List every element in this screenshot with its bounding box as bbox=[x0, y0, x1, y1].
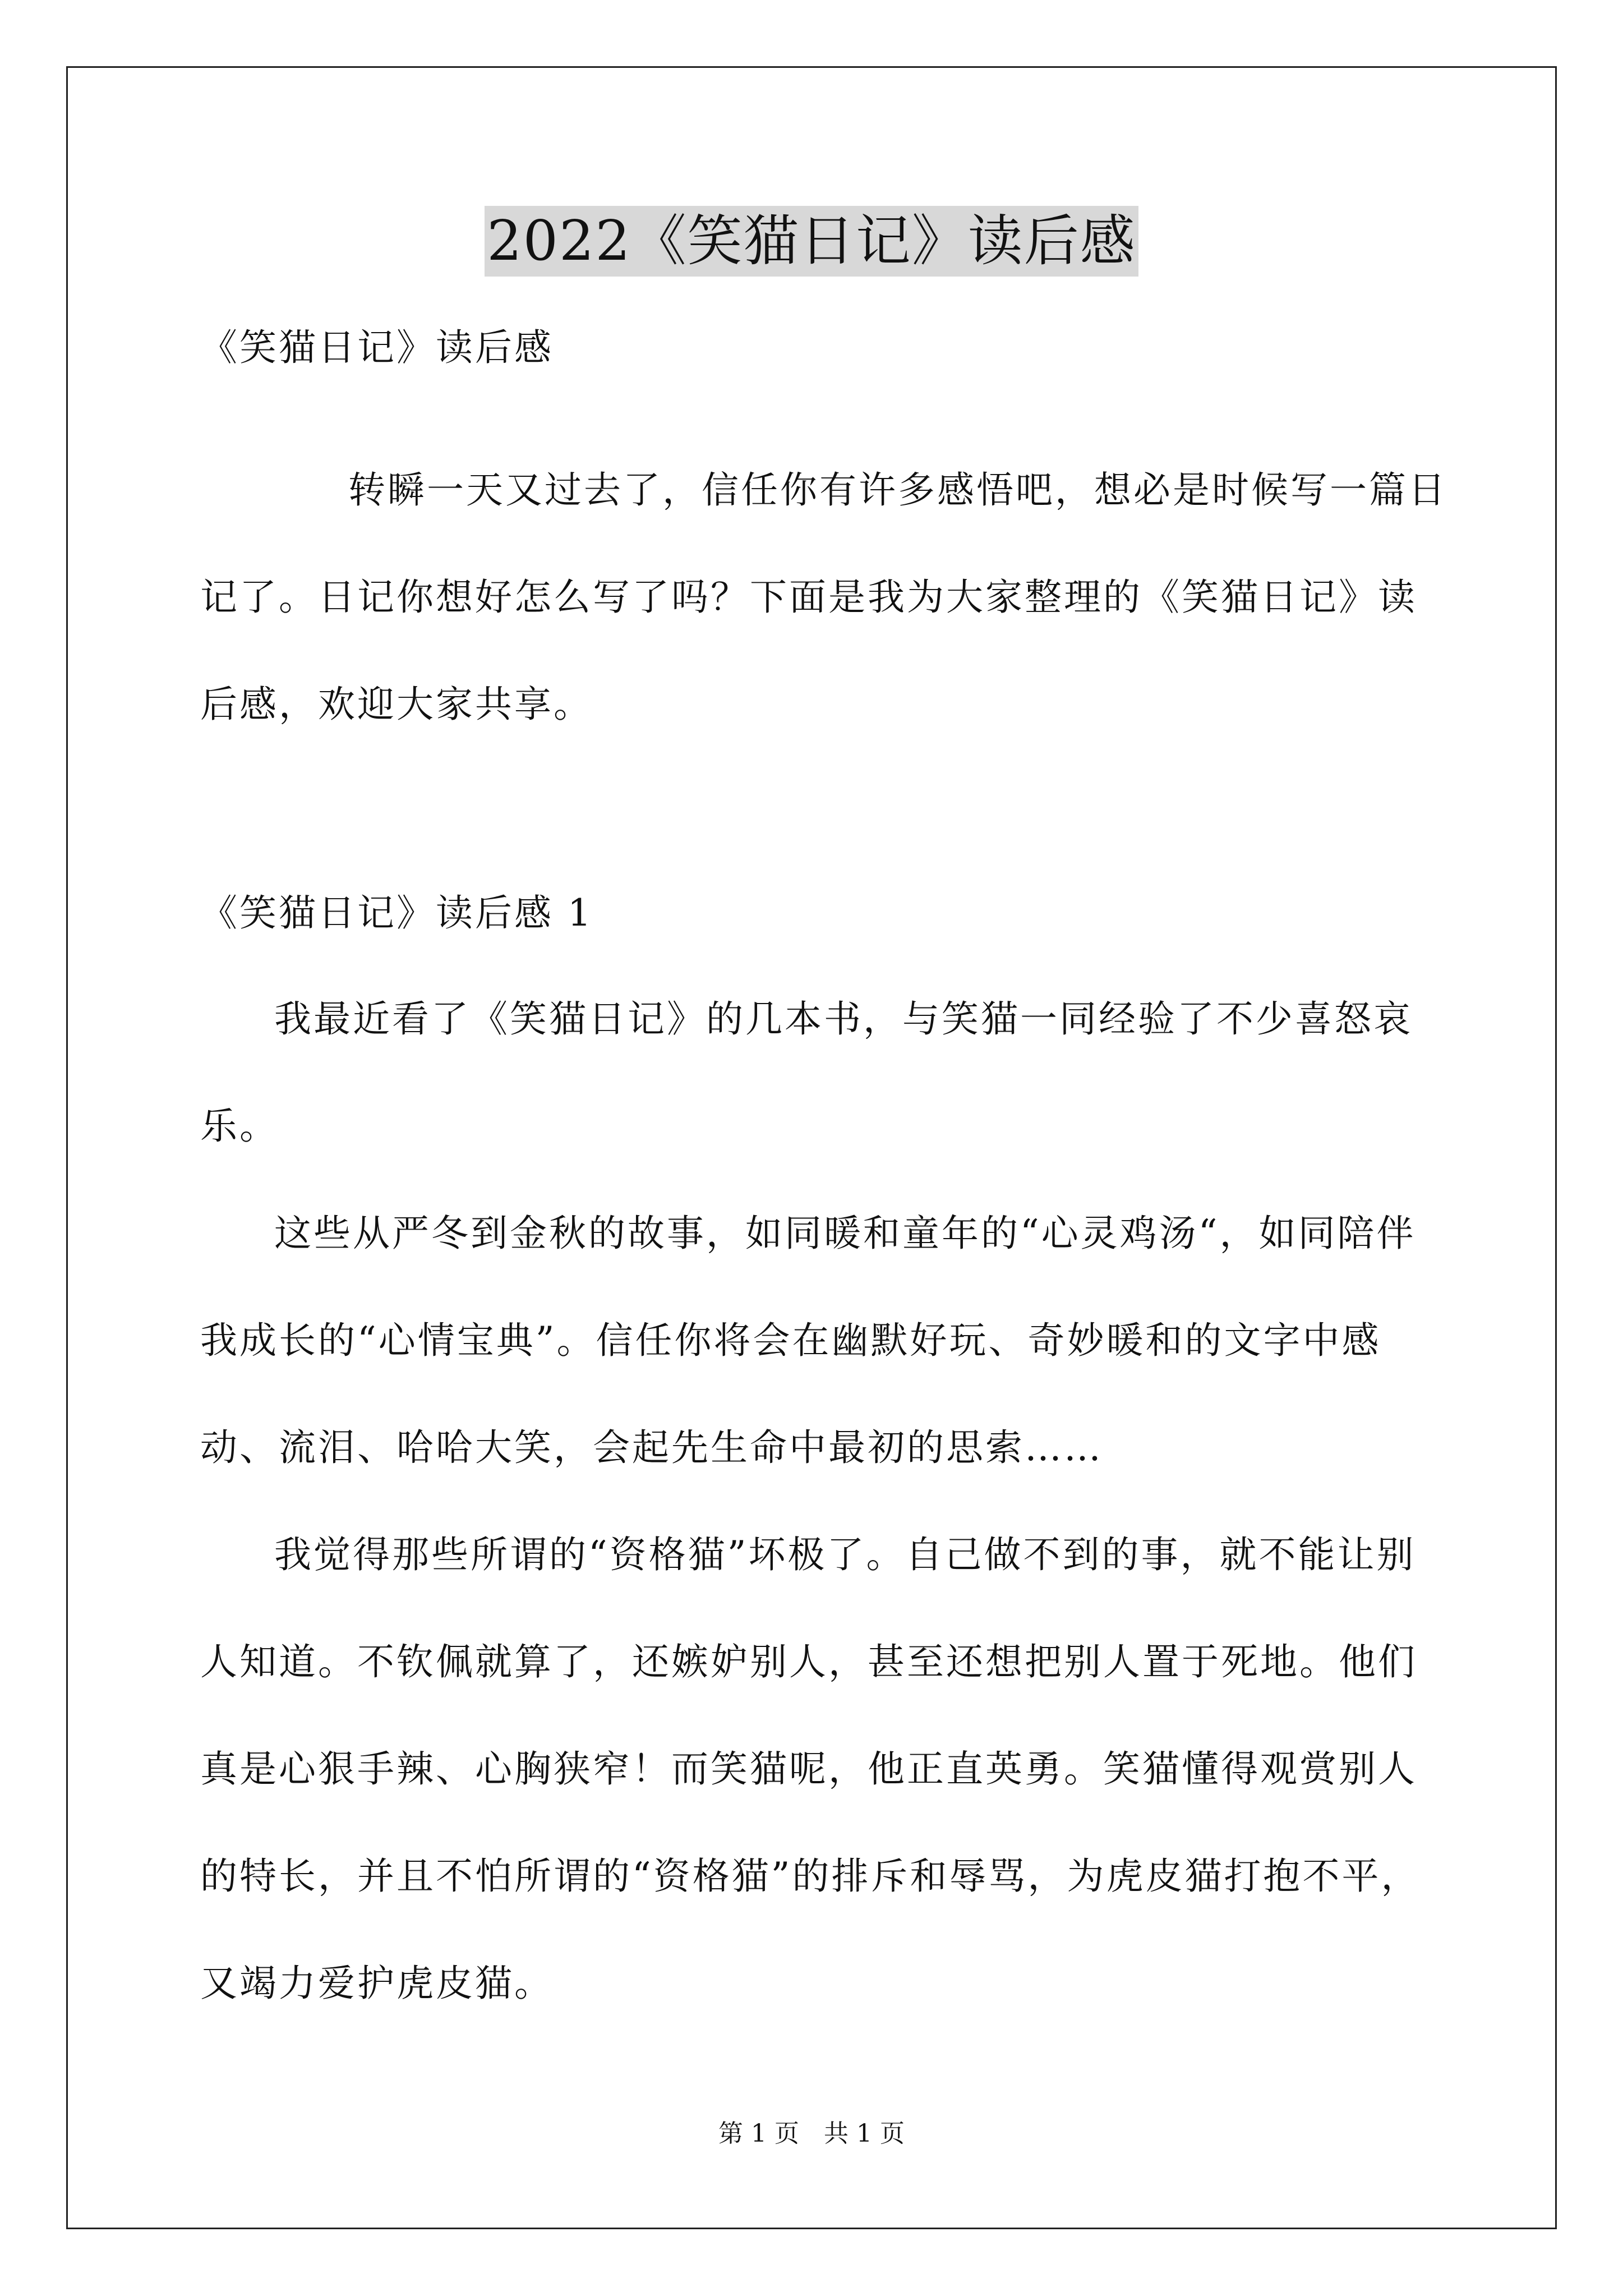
subtitle: 《笑猫日记》读后感 bbox=[200, 326, 554, 369]
page-footer: 第 1 页 共 1 页 bbox=[718, 2119, 905, 2148]
document-title-text: 2022《笑猫日记》读后感 bbox=[485, 206, 1138, 277]
body-paragraph-1: 我最近看了《笑猫日记》的几本书，与笑猫一同经验了不少喜怒哀乐。 bbox=[200, 997, 1413, 1148]
section-title: 《笑猫日记》读后感 1 bbox=[200, 891, 593, 935]
document-title bbox=[0, 202, 1623, 280]
body-paragraph-3: 我觉得那些所谓的“资格猫”坏极了。自己做不到的事，就不能让别人知道。不钦佩就算了，还嫉妒别人，甚至还想把别人置于死地。他们真是心狠手辣、心胸狭窄！而笑猫呢，他正直英勇。笑猫懂得观赏别人的特长，并且不怕所谓的“资格猫”的排斥和辱骂，为虎皮猫打抱不平，又竭力爱护虎皮猫。 bbox=[200, 1533, 1421, 2005]
body-paragraph-2: 这些从严冬到金秋的故事，如同暖和童年的“心灵鸡汤“，如同陪伴我成长的“心情宝典”。信任你将会在幽默好玩、奇妙暖和的文字中感动、流泪、哈哈大笑，会起先生命中最初的思索…… bbox=[200, 1212, 1416, 1469]
intro-paragraph: 转瞬一天又过去了，信任你有许多感悟吧，想必是时候写一篇日记了。日记你想好怎么写了吗？下面是我为大家整理的《笑猫日记》读后感，欢迎大家共享。 bbox=[200, 468, 1447, 726]
